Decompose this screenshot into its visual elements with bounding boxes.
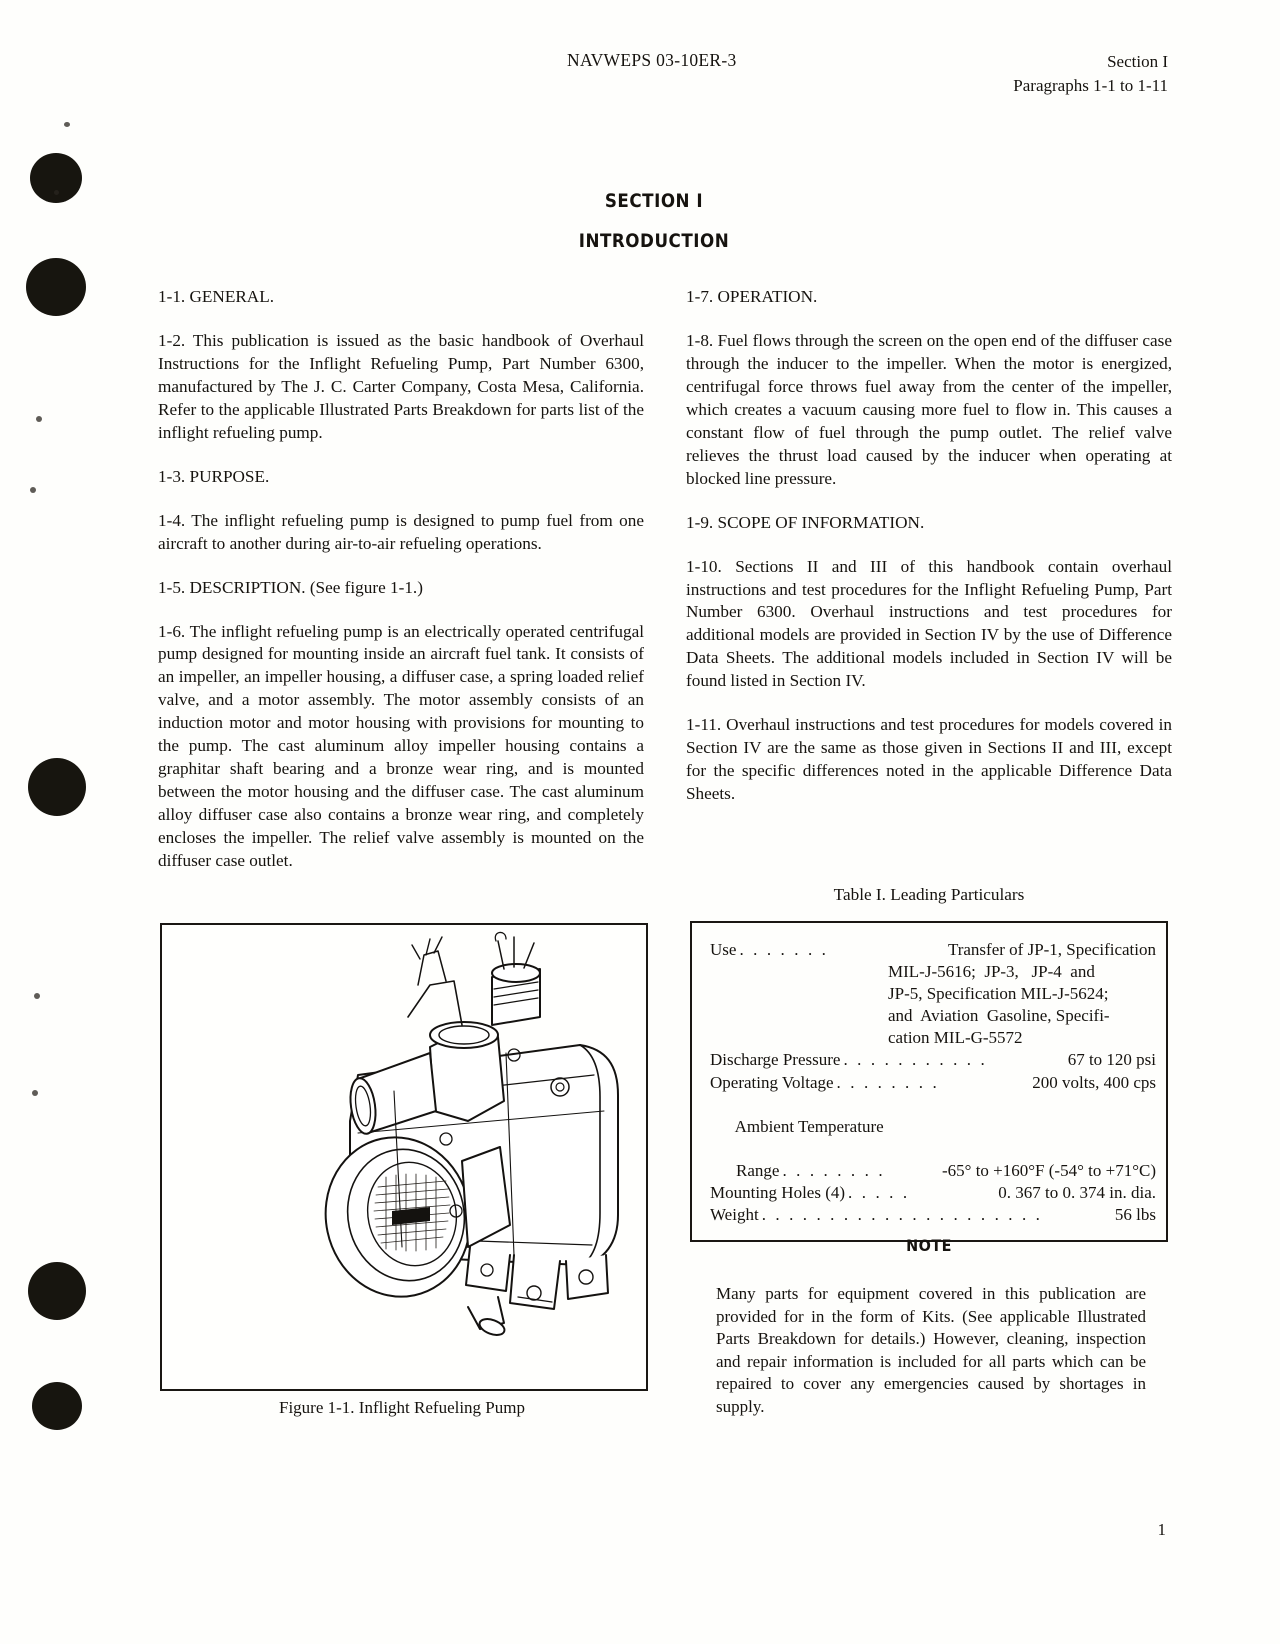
- note-heading: NOTE: [906, 1236, 952, 1255]
- figure-1-1: [160, 923, 648, 1391]
- right-text-column: [686, 286, 1172, 806]
- row-value-cont: JP-5, Specification MIL-J-5624;: [888, 984, 1109, 1004]
- paragraph-1-9: 1-9. SCOPE OF INFORMATION.: [686, 512, 925, 532]
- row-label: Operating Voltage: [710, 1072, 834, 1092]
- note-body: Many parts for equipment covered in this publication are provided for in the form of Kits. (See applicable Illustrated Parts Breakdown for details.) However, cleaning, inspection and repair information is included for all parts which can be repaired to cover any emergencies caused by shortages in supply.: [716, 1284, 1146, 1416]
- leader-dots: . . . . . . . . . . . . . . . . . . . . .: [761, 1205, 1043, 1225]
- punch-hole-mark: [32, 1382, 82, 1430]
- row-label: Weight: [710, 1205, 759, 1225]
- leading-particulars-table: [690, 921, 1168, 1242]
- paragraph-1-1: 1-1. GENERAL.: [158, 287, 274, 306]
- paragraph-1-2: 1-2. This publication is issued as the basic handbook of Overhaul Instructions for the Inflight Refueling Pump, Part Number 6300, manufactured by The J. C. Carter Company, Costa Mesa, California. Refer to the applicable Illustrated Parts Breakdown for parts list of the inflight refueling pump.: [158, 330, 644, 442]
- scan-speck: [36, 416, 42, 422]
- row-label: Mounting Holes (4): [710, 1183, 846, 1203]
- scan-speck: [64, 122, 70, 127]
- left-text-column: [158, 286, 644, 873]
- table-row: [710, 1094, 1156, 1160]
- row-label: Range: [736, 1160, 780, 1180]
- running-head: [0, 50, 1280, 104]
- manual-number: NAVWEPS 03-10ER-3: [567, 50, 737, 70]
- section-title: SECTION I: [604, 190, 704, 212]
- row-value: -65° to +160°F (-54° to +71°C): [941, 1160, 1156, 1180]
- row-value-cont: and Aviation Gasoline, Specifi-: [888, 1006, 1110, 1026]
- table-row: [710, 1049, 1156, 1071]
- paragraph-1-8: 1-8. Fuel flows through the screen on the open end of the diffuser case through the inducer to the impeller. When the motor is energized, centrifugal force throws fuel away from the center of the impeller, which creates a vacuum causing more fuel to flow in. This causes a constant flow of fuel through the pump outlet. The relief valve relieves the thrust load caused by the inducer when operating at blocked line pressure.: [686, 330, 1172, 488]
- paragraph-range: Paragraphs 1-1 to 1-11: [1013, 76, 1168, 96]
- row-value-cont: cation MIL-G-5572: [888, 1028, 1023, 1048]
- row-label: Ambient Temperature: [734, 1116, 884, 1136]
- header-right-block: [1013, 50, 1168, 98]
- section-subtitle: INTRODUCTION: [578, 230, 730, 252]
- row-label: Use: [710, 940, 737, 959]
- paragraph-1-10: 1-10. Sections II and III of this handbook contain overhaul instructions and test procedures for the Inflight Refueling Pump, Part Number 6300. Overhaul instructions and test procedures for additional models are provided in Section IV by the use of Difference Data Sheets. The additional models included in Section IV will be found listed in Section IV.: [686, 556, 1172, 691]
- row-value: Transfer of JP-1, Specification: [947, 940, 1156, 959]
- row-value-cont: MIL-J-5616; JP-3, JP-4 and: [888, 962, 1095, 982]
- row-value: 67 to 120 psi: [1067, 1050, 1156, 1070]
- punch-hole-mark: [28, 758, 86, 816]
- scan-speck: [30, 487, 36, 493]
- row-value: 200 volts, 400 cps: [1032, 1072, 1156, 1092]
- leader-dots: . . . . . . .: [739, 940, 829, 959]
- paragraph-1-4: 1-4. The inflight refueling pump is designed to pump fuel from one aircraft to another during air-to-air refueling operations.: [158, 510, 644, 553]
- figure-caption: Figure 1-1. Inflight Refueling Pump: [278, 1398, 525, 1417]
- row-value: 56 lbs: [1114, 1205, 1156, 1225]
- table-row: [710, 1160, 1156, 1182]
- paragraph-1-11: 1-11. Overhaul instructions and test procedures for models covered in Section IV are the same as those given in Sections II and III, except for the specific differences noted in the applicable Difference Data Sheets.: [686, 715, 1172, 804]
- table-row: [710, 1182, 1156, 1204]
- paragraph-1-7: 1-7. OPERATION.: [686, 287, 818, 306]
- scan-speck: [32, 1090, 38, 1096]
- table-row: [710, 1204, 1156, 1226]
- page-number: 1: [1157, 1520, 1166, 1539]
- leader-dots: . . . . .: [848, 1183, 910, 1203]
- leader-dots: . . . . . . . .: [836, 1072, 940, 1092]
- punch-hole-mark: [28, 1262, 86, 1320]
- punch-hole-mark: [26, 258, 86, 316]
- page-title: [0, 190, 1280, 252]
- paragraph-1-3: 1-3. PURPOSE.: [158, 466, 270, 486]
- table-row: [710, 939, 1156, 961]
- table-row: [710, 1072, 1156, 1094]
- scan-speck: [34, 993, 40, 999]
- leader-dots: . . . . . . . .: [782, 1160, 886, 1180]
- paragraph-1-6: 1-6. The inflight refueling pump is an electrically operated centrifugal pump designed for mounting inside an aircraft fuel tank. It consists of an impeller, an impeller housing, a diffuser case, a spring loaded relief valve, and a motor assembly. The motor assembly consists of an induction motor and motor housing with provisions for mounting to the pump. The cast aluminum alloy impeller housing contains a graphitar shaft bearing and a bronze wear ring, and is mounted between the motor housing and the diffuser case. The cast aluminum alloy diffuser case also contains a bronze wear ring, and completely encloses the impeller. The relief valve assembly is mounted on the diffuser case outlet.: [158, 621, 644, 871]
- leader-dots: . . . . . . . . . . .: [843, 1050, 988, 1070]
- inflight-refueling-pump-illustration: [162, 925, 642, 1385]
- row-value: 0. 367 to 0. 374 in. dia.: [998, 1183, 1156, 1203]
- paragraph-1-5: 1-5. DESCRIPTION. (See figure 1-1.): [158, 577, 423, 597]
- row-label: Discharge Pressure: [710, 1050, 841, 1070]
- table-title: Table I. Leading Particulars: [833, 885, 1025, 904]
- section-label: Section I: [1107, 52, 1168, 71]
